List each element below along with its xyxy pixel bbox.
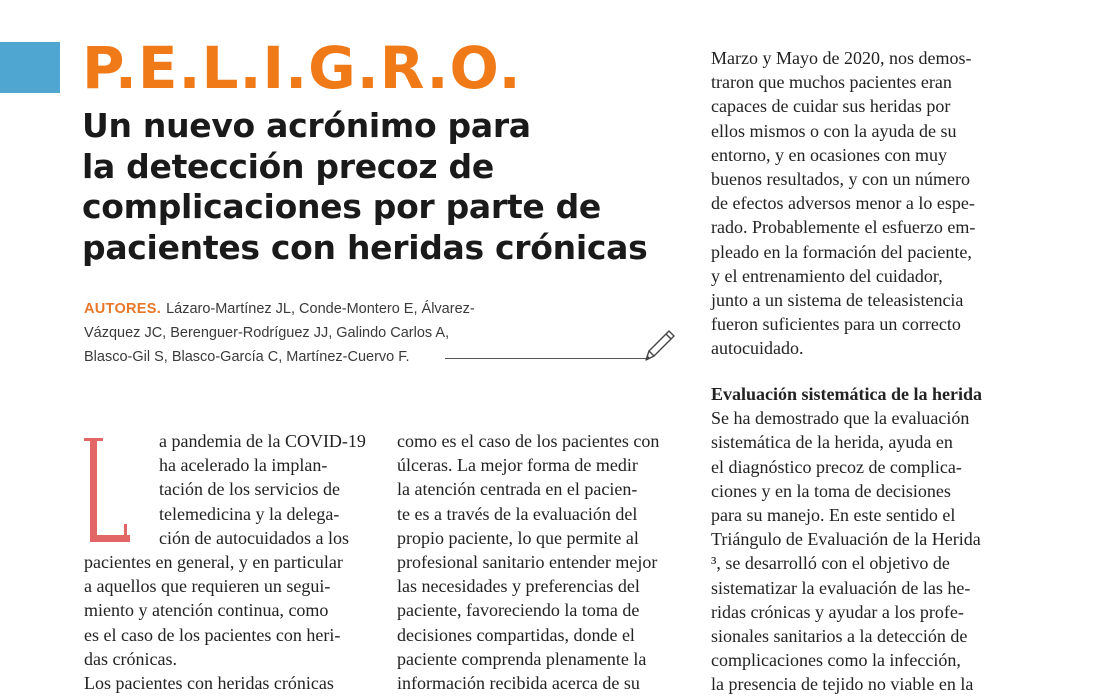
- text-line: y el entrenamiento del cuidador,: [711, 265, 943, 286]
- section-heading: Evaluación sistemática de la herida: [711, 384, 982, 404]
- subtitle-line: Un nuevo acrónimo para: [82, 106, 531, 145]
- text-line: tación de los servicios de: [159, 479, 340, 500]
- text-line: autocuidado.: [711, 338, 804, 359]
- column-2: [397, 429, 659, 695]
- text-line: buenos resultados, y con un número: [711, 169, 970, 190]
- pencil-icon: [641, 328, 677, 364]
- text-line: capaces de cuidar sus heridas por: [711, 96, 951, 117]
- column-1-intro: [159, 429, 366, 550]
- text-line: sistemática de la herida, ayuda en: [711, 432, 953, 453]
- authors-label: AUTORES.: [84, 301, 162, 317]
- text-line: ³, se desarrolló con el objetivo de: [711, 553, 950, 574]
- text-line: miento y atención continua, como: [84, 600, 329, 621]
- text-line: información recibida acerca de su: [397, 673, 640, 694]
- text-line: pacientes en general, y en particular: [84, 552, 343, 572]
- column-3-top: [711, 46, 975, 361]
- text-line: junto a un sistema de teleasistencia: [711, 290, 964, 311]
- text-line: decisiones compartidas, donde el: [397, 624, 635, 645]
- authors-line: Lázaro-Martínez JL, Conde-Montero E, Álvarez-: [166, 301, 475, 317]
- text-line: paciente, favoreciendo la toma de: [397, 600, 640, 621]
- text-line: las necesidades y preferencias del: [397, 576, 640, 597]
- text-line: entorno, y en ocasiones con muy: [711, 144, 947, 165]
- column-3-section: [711, 382, 982, 697]
- text-line: Triángulo de Evaluación de la Herida: [711, 529, 981, 550]
- text-line: te es a través de la evaluación del: [397, 503, 638, 524]
- subtitle-line: pacientes con heridas crónicas: [82, 227, 648, 267]
- subtitle-line: complicaciones por parte de: [82, 187, 602, 226]
- drop-cap-letter: [84, 438, 130, 542]
- text-line: profesional sanitario entender mejor: [397, 552, 658, 573]
- article-acronym-title: P.E.L.I.G.R.O.: [82, 34, 522, 102]
- text-line: a aquellos que requieren un segui-: [84, 576, 331, 597]
- text-line: Los pacientes con heridas crónicas: [84, 673, 334, 694]
- text-line: Se ha demostrado que la evaluación: [711, 408, 970, 429]
- text-line: úlceras. La mejor forma de medir: [397, 455, 638, 476]
- text-line: ha acelerado la implan-: [159, 455, 328, 476]
- text-line: de efectos adversos menor a lo espe-: [711, 193, 975, 214]
- text-line: ciones y en la toma de decisiones: [711, 480, 951, 501]
- text-line: sionales sanitarios a la detección de: [711, 626, 968, 647]
- text-line: ridas crónicas y ayudar a los profe-: [711, 601, 964, 622]
- text-line: traron que muchos pacientes eran: [711, 72, 952, 93]
- text-line: como es el caso de los pacientes con: [397, 431, 660, 451]
- text-line: paciente comprenda plenamente la: [397, 648, 647, 669]
- text-line: la atención centrada en el pacien-: [397, 479, 638, 500]
- text-line: das crónicas.: [84, 648, 177, 669]
- text-line: a pandemia de la COVID-19: [159, 431, 366, 451]
- text-line: rado. Probablemente el esfuerzo em-: [711, 217, 976, 238]
- text-line: para su manejo. En este sentido el: [711, 505, 956, 526]
- subtitle-line: la detección precoz de: [82, 146, 494, 186]
- authors-line: Blasco-Gil S, Blasco-García C, Martínez-Cuervo F.: [84, 349, 410, 365]
- text-line: la presencia de tejido no viable en la: [711, 674, 974, 695]
- signature-line: [445, 358, 648, 359]
- text-line: propio paciente, lo que permite al: [397, 527, 639, 548]
- text-line: fueron suficientes para un correcto: [711, 314, 961, 335]
- decorative-blue-tab: [0, 42, 60, 93]
- text-line: ellos mismos o con la ayuda de su: [711, 120, 957, 141]
- text-line: pleado en la formación del paciente,: [711, 241, 972, 262]
- text-line: Marzo y Mayo de 2020, nos demos-: [711, 48, 972, 68]
- text-line: sistematizar la evaluación de las he-: [711, 577, 971, 598]
- article-subtitle: [82, 106, 692, 268]
- text-line: ción de autocuidados a los: [159, 527, 349, 548]
- text-line: telemedicina y la delega-: [159, 503, 340, 524]
- column-1-body: [84, 550, 343, 695]
- text-line: el diagnóstico precoz de complica-: [711, 456, 962, 477]
- authors-line: Vázquez JC, Berenguer-Rodríguez JJ, Galindo Carlos A,: [84, 325, 450, 341]
- text-line: complicaciones como la infección,: [711, 650, 961, 671]
- text-line: es el caso de los pacientes con heri-: [84, 624, 341, 645]
